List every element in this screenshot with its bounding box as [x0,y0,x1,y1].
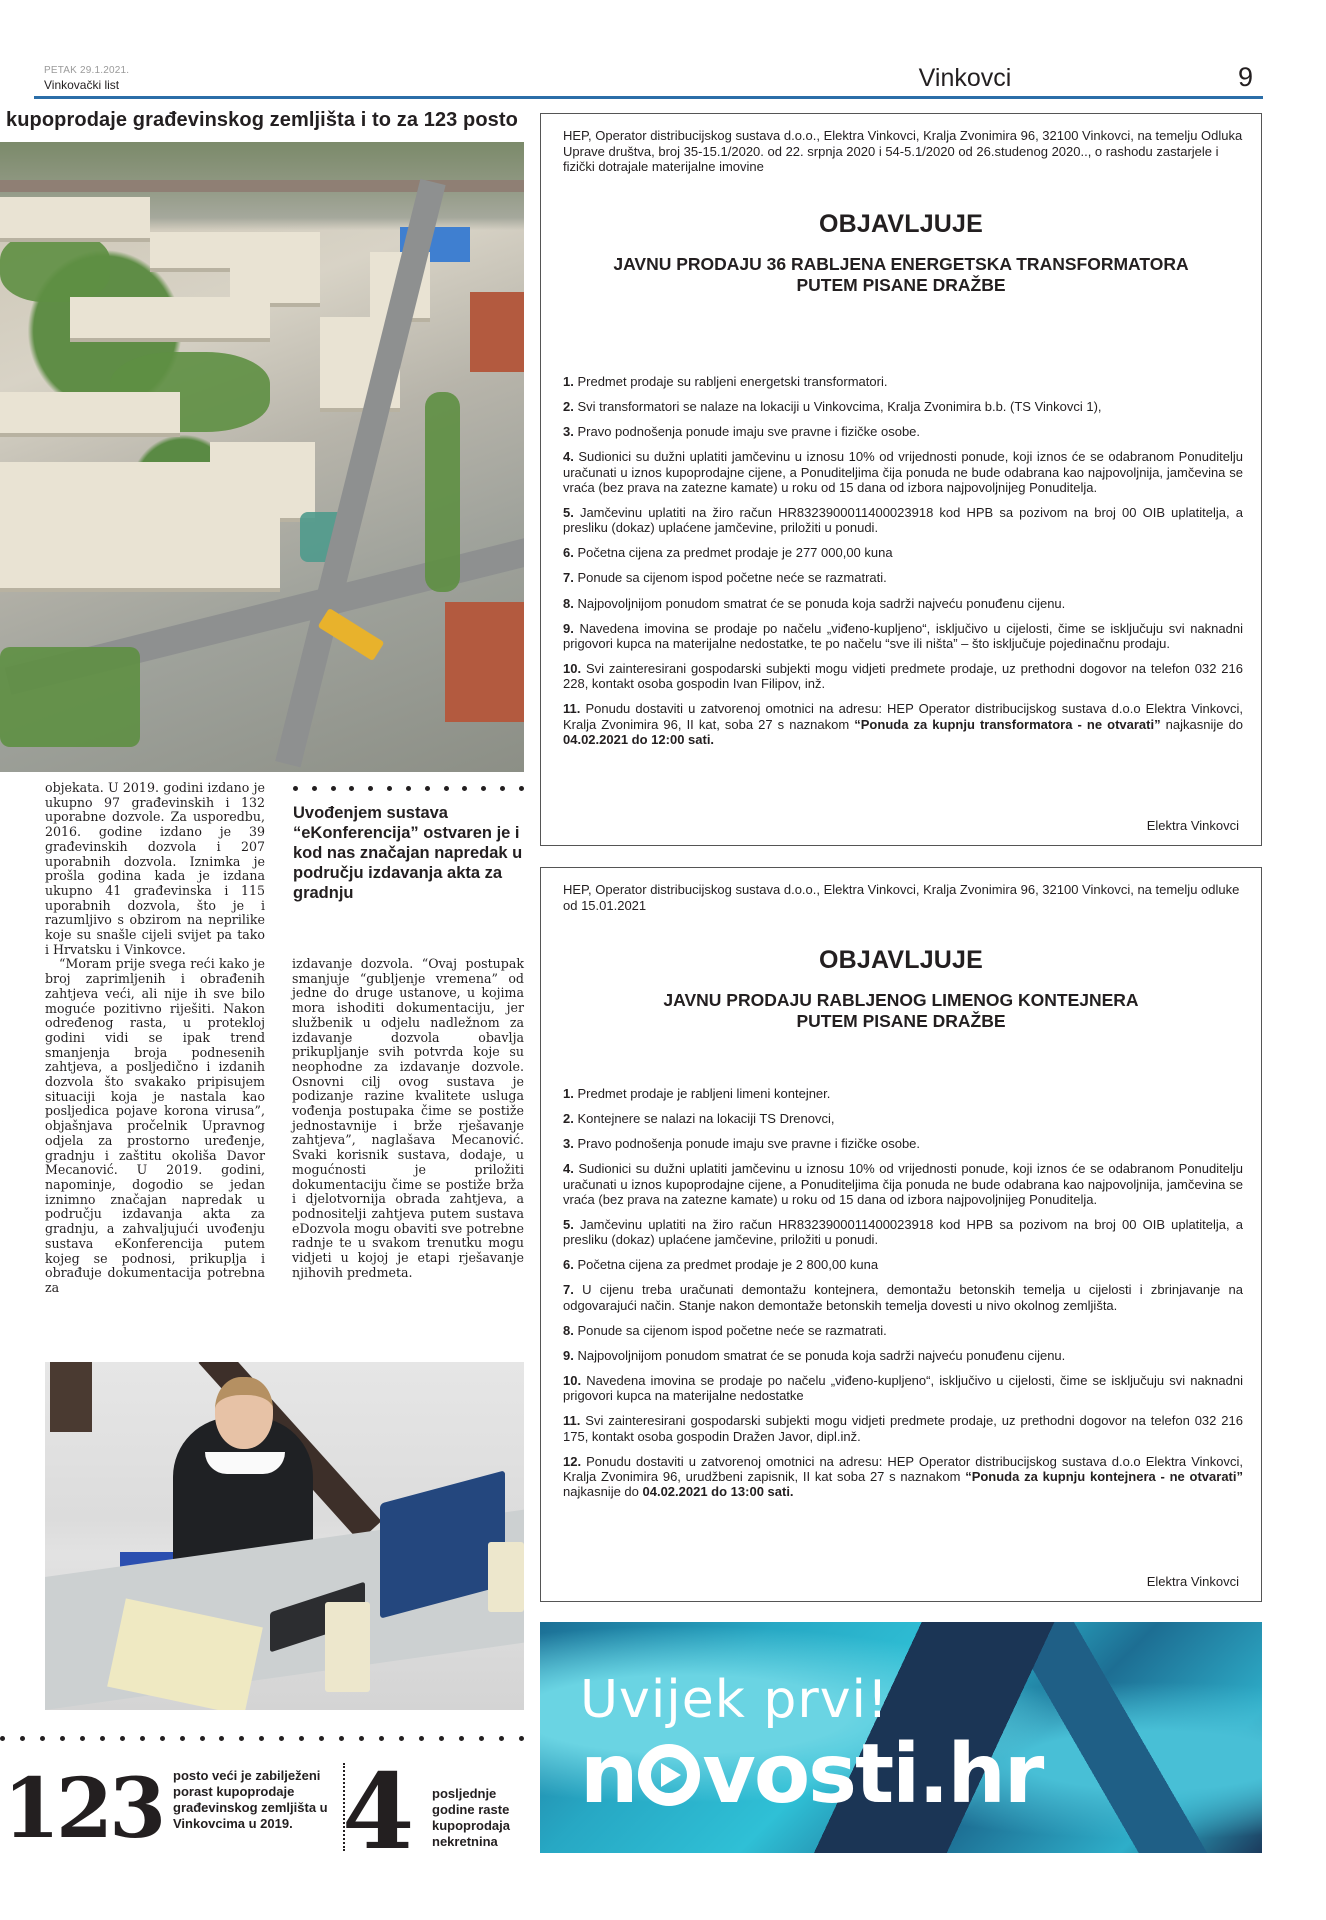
notice-term-item [563,424,1243,439]
envelope-label: “Ponuda za kupnju transformatora - ne otvarati” [854,716,1161,732]
notice-term-item [563,1086,1243,1101]
term-text: Predmet prodaje su rabljeni energetski transformatori. [577,374,888,389]
deadline: 04.02.2021 do 13:00 sati. [642,1484,794,1500]
term-text: Ponudu dostaviti u zatvorenoj omotnici na adresu: HEP Operator distribucijskog sustava d.o.o Elektra Vinkovci, Kralja Zvonimira 96, urudžbeni zapisnik, II kat soba 27 s naznakom [563,1453,1243,1485]
term-text: U cijenu treba uračunati demontažu kontejnera, demontažu betonskih temelja u cijelosti i zbrinjavanje na odgovarajući način. Stanje nakon demontaže betonskih temelja dovesti u nivo okolnog zemljišta. [563,1282,1243,1313]
notice-intro: HEP, Operator distribucijskog sustava d.o.o., Elektra Vinkovci, Kralja Zvonimira 96, 32100 Vinkovci, na temelju odluke od 15.01.2021 [563,882,1240,913]
term-number: 6. [563,545,574,561]
notice-title: OBJAVLJUJE [818,946,984,974]
term-text: Sudionici su dužni uplatiti jamčevinu u iznosu 10% od vrijednosti ponude, koji iznos će se odabranom Ponuditelju uračunati u iznos kupoprodajne cijene, a Ponuditeljima čija ponuda ne bude odabrana kao najpovoljnija, jamčevina se vraća (bez prava na zatezne kamate) u roku od 15 dana od izbora najpovoljnijeg Ponuditelja. [563,449,1243,495]
term-number: 5. [563,1216,574,1232]
photo-red-roof [470,292,524,372]
novosti-banner-ad[interactable] [540,1622,1262,1853]
term-text: Ponudu dostaviti u zatvorenoj omotnici na adresu: HEP Operator distribucijskog sustava d.o.o Elektra Vinkovci, Kralja Zvonimira 96, II kat, soba 27 s naznakom [563,701,1243,732]
banner-tagline: Uvijek prvi! [580,1670,889,1730]
term-number: 4. [563,449,574,465]
term-text: Svi transformatori se nalaze na lokaciji u Vinkovcima, Kralja Zvonimira b.b. (TS Vinkovci 1), [577,399,1102,415]
notice-term-item [563,1413,1243,1444]
notice-term-item [563,570,1243,585]
term-text: Kontejnere se nalazi na lokaciji TS Drenovci, [577,1111,835,1127]
term-number: 11. [563,701,581,717]
term-text: Ponude sa cijenom ispod početne neće se razmatrati. [577,1322,887,1338]
notice-term-item [563,1348,1243,1363]
newspaper-name: Vinkovački list [44,78,120,92]
issue-date: PETAK 29.1.2021. [44,65,130,76]
article-column-2 [292,957,524,1280]
notice-term-item [563,1161,1243,1207]
notice-term-item [563,621,1243,652]
article-headline: kupoprodaje građevinskog zemljišta i to za 123 posto [6,109,518,131]
notice-signature: Elektra Vinkovci [1146,1574,1239,1589]
notice-terms-list [563,374,1243,757]
notice-subtitle [541,990,1261,1032]
term-number: 5. [563,504,574,520]
term-number: 4. [563,1161,574,1177]
deadline: 04.02.2021 do 12:00 sati. [563,732,715,748]
notice-term-item [563,505,1243,536]
office-portrait-photo [45,1362,524,1710]
term-number: 12. [563,1453,582,1469]
term-number: 10. [563,661,582,677]
term-number: 7. [563,570,574,586]
notice-term-item [563,661,1243,692]
term-text: Navedena imovina se prodaje po načelu „viđeno-kupljeno“, isključivo u cijelosti, čime se isključuju svi naknadni prigovori kupca na materijalne nedostatke [563,1373,1243,1404]
public-notice-transformers [540,113,1262,846]
term-text: Jamčevinu uplatiti na žiro račun HR8323900011400023918 kod HPB sa pozivom na broj 00 OIB uplatitelja, a presliku (dokaz) uplaćene jamčevine, priložiti u ponudi. [563,1216,1243,1248]
stat-value: 123 [3,1761,163,1857]
term-number: 6. [563,1257,574,1273]
term-number: 2. [563,1111,574,1127]
notice-term-item [563,374,1243,389]
photo-ceiling-beam [50,1362,92,1432]
term-text: Najpovoljnijom ponudom smatrat će se ponuda koja sadrži najveću ponuđenu cijenu. [577,1347,1066,1363]
stat-description: posljednje godine raste kupoprodaja nekretnina [432,1786,511,1849]
term-number: 9. [563,620,574,636]
term-text: Pravo podnošenja ponude imaju sve pravne i fizičke osobe. [577,1136,921,1152]
term-text: Jamčevinu uplatiti na žiro račun HR8323900011400023918 kod HPB sa pozivom na broj 00 OIB uplatitelja, a presliku (dokaz) uplaćene jamčevine, priložiti u ponudi. [563,504,1243,536]
notice-subtitle-line: JAVNU PRODAJU 36 RABLJENA ENERGETSKA TRANSFORMATORA [613,254,1189,274]
term-number: 11. [563,1413,581,1429]
photo-grass [0,647,140,747]
page-number: 9 [1238,62,1254,92]
photo-speaker [325,1602,370,1692]
article-subheading: Uvođenjem sustava “eKonferencija” ostvaren je i kod nas značajan napredak u području izdavanja akta za gradnju [293,804,523,902]
notice-term-item [563,399,1243,414]
term-number: 8. [563,595,574,611]
notice-term-item [563,1217,1243,1248]
notice-term-item [563,545,1243,560]
aerial-city-photo [0,142,524,772]
term-text: Navedena imovina se prodaje po načelu „viđeno-kupljeno“, isključivo u cijelosti, čime se isključuju svi naknadni prigovori kupca na materijalne nedostatke, te po načelu “sve ili ništa” – što isključuje pojedinačnu prodaju. [563,620,1243,651]
notice-subtitle-line: PUTEM PISANE DRAŽBE [796,1011,1006,1031]
notice-term-item [563,449,1243,495]
term-number: 8. [563,1322,574,1338]
notice-term-item [563,596,1243,611]
notice-term-item [563,1454,1243,1500]
term-number: 10. [563,1373,582,1389]
term-number: 1. [563,374,574,389]
public-notice-container [540,867,1262,1602]
term-number: 3. [563,424,574,440]
section-title: Vinkovci [918,64,1012,92]
photo-collar [205,1452,285,1474]
notice-signature: Elektra Vinkovci [1146,818,1239,833]
term-text: Ponude sa cijenom ispod početne neće se razmatrati. [577,570,887,586]
term-text: Svi zainteresirani gospodarski subjekti mogu vidjeti predmete prodaje, uz prethodni dogovor na telefon 032 216 228, kontakt osoba gospodin Ivan Filipov, inž. [563,661,1243,692]
term-text: Pravo podnošenja ponude imaju sve pravne i fizičke osobe. [577,424,921,440]
notice-title: OBJAVLJUJE [818,210,984,238]
term-number: 9. [563,1347,574,1363]
photo-building [0,462,280,592]
dotted-separator [0,1734,524,1742]
article-column-1 [45,781,265,1296]
notice-term-item [563,701,1243,747]
notice-term-item [563,1257,1243,1272]
term-text: Svi zainteresirani gospodarski subjekti mogu vidjeti predmete prodaje, uz prethodni dogovor na telefon 032 216 175, kontakt osoba gospodin Dražen Javor, dipl.inž. [563,1413,1243,1444]
notice-term-item [563,1373,1243,1404]
term-text: najkasnije do [563,1484,643,1500]
photo-red-roof [445,602,524,722]
term-text: Početna cijena za predmet prodaje je 277 000,00 kuna [577,545,893,561]
notice-subtitle-line: PUTEM PISANE DRAŽBE [796,275,1006,295]
notice-term-item [563,1282,1243,1313]
term-text: Sudionici su dužni uplatiti jamčevinu u iznosu 10% od vrijednosti ponude, koji iznos će se odabranom Ponuditelju uračunati u iznos kupoprodajne cijene, a Ponuditeljima čija ponuda ne bude odabrana kao najpovoljnija, jamčevina se vraća (bez prava na zatezne kamate) u roku od 15 dana od izbora najpovoljnijeg Ponuditelja. [563,1161,1243,1207]
term-text: Najpovoljnijom ponudom smatrat će se ponuda koja sadrži najveću ponuđenu cijenu. [577,595,1066,611]
article-paragraph: izdavanje dozvola. “Ovaj postupak smanjuje “gubljenje vremena” od jedne do druge ustanove, u kojima mora ishoditi dokumentaciju, jer službenik u odjelu nadležnom za izdavanje dozvola obavlja prikupljanje svih potvrda koje su neophodne za izdavanje dozvole. Osnovni cilj ovog sustava je podizanje razine kvalitete usluga vođenja postupaka čime se postiže jednostavnije i brže rješavanje zahtjeva”, naglašava Mecanović. Svaki korisnik sustava, dodaje, u mogućnosti je priložiti dokumentaciju čime se postiže brža i djelotvornija obrada zahtjeva, a podnositelji zahtjeva putem sustava eDozvola mogu obaviti sve potrebne radnje te u svakom trenutku mogu vidjeti u kojoj je etapi rješavanje njihovih predmeta. [292,956,524,1280]
term-text: Predmet prodaje je rabljeni limeni kontejner. [577,1086,831,1101]
photo-building [70,297,270,342]
stat-description: posto veći je zabilježeni porast kupoprodaje građevinskog zemljišta u Vinkovcima u 2019. [173,1768,328,1831]
notice-terms-list [563,1086,1243,1510]
notice-subtitle [541,254,1261,296]
brand-prefix: n [580,1727,637,1822]
envelope-label: “Ponuda za kupnju kontejnera - ne otvarati” [965,1469,1243,1485]
banner-brand-logo [580,1727,1043,1822]
photo-park [0,232,110,302]
notice-term-item [563,1111,1243,1126]
dotted-separator [293,784,524,792]
photo-speaker [488,1542,524,1612]
notice-term-item [563,1136,1243,1151]
article-paragraph: “Moram prije svega reći kako je broj zaprimljenih i obrađenih zahtjeva veći, ali nije ih sve bilo moguće pozitivno riješiti. Nakon određenog rasta, u protekloj godini vidi se ipak trend smanjenja broja podnesenih zahtjeva, a posljedično i izdanih dozvola što svakako pripisujem situaciji koja je nastala kao posljedica pojave korona virusa”, objašnjava pročelnik Upravnog odjela za prostorno uređenje, gradnju i zaštitu okoliša Davor Mecanović. U 2019. godini, napominje, dogodio se jedan iznimno značajan napredak u području izdavanja akta za gradnju, a zahvaljujući uvođenju sustava eKonferencija putem kojeg se podnosi, prikuplja i obrađuje dokumentacija potrebna za [45,956,265,1295]
photo-building [0,197,150,242]
photo-building [0,392,180,437]
article-paragraph: objekata. U 2019. godini izdano je ukupno 97 građevinskih i 132 uporabne dozvole. Za usporedbu, 2016. godine izdano je 39 građevinskih dozvola i 207 uporabnih dozvola. Iznimka je prošla godina kada je izdana ukupno 41 građevinska i 115 uporabnih dozvola, što je i razumljivo s obzirom na neprilike koje su snašle cijeli svijet pa tako i Hrvatsku i Vinkovce. [45,780,265,957]
stat-value: 4 [342,1750,415,1873]
photo-trees [425,392,460,592]
term-number: 1. [563,1086,574,1101]
photo-head [215,1377,273,1449]
notice-intro: HEP, Operator distribucijskog sustava d.o.o., Elektra Vinkovci, Kralja Zvonimira 96, 32100 Vinkovci, na temelju Odluka Uprave društva, broj 35-15.1/2020. od 22. srpnja 2020 i 54-5.1/2020 od 26.studenog 2020.., o rashodu zastarjele i fizički dotrajale materijalne imovine [563,128,1243,174]
notice-subtitle-line: JAVNU PRODAJU RABLJENOG LIMENOG KONTEJNERA [663,990,1139,1010]
term-number: 7. [563,1282,574,1298]
term-number: 2. [563,399,574,415]
play-icon [638,1744,700,1806]
header-rule [34,96,1263,99]
term-number: 3. [563,1136,574,1152]
term-text: najkasnije do [1160,716,1243,732]
brand-suffix: vosti.hr [702,1727,1043,1822]
term-text: Početna cijena za predmet prodaje je 2 800,00 kuna [577,1257,879,1273]
notice-term-item [563,1323,1243,1338]
